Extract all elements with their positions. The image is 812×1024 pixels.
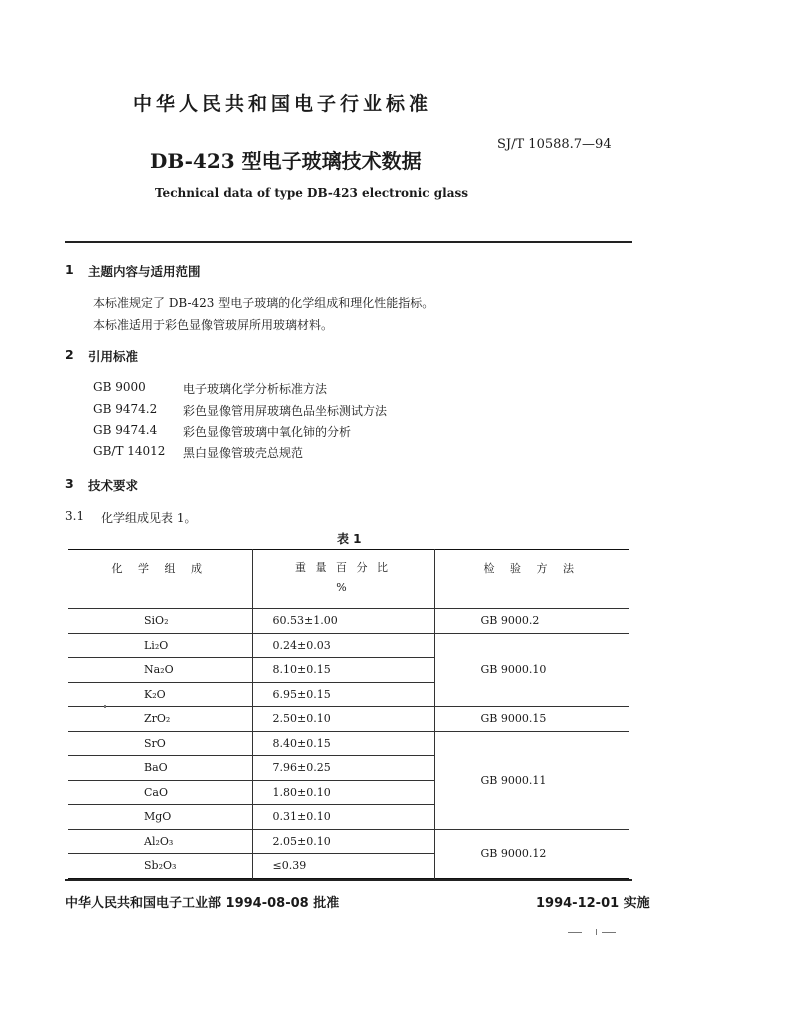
value-cell: 0.31±0.10 xyxy=(252,805,434,830)
header-divider xyxy=(65,241,632,243)
approval-line: 中华人民共和国电子工业部 1994-08-08 批准 xyxy=(65,896,340,911)
section-1-number: 1 xyxy=(65,262,74,277)
section-1-paragraph: 本标准规定了 DB-423 型电子玻璃的化学组成和理化性能指标。 xyxy=(93,296,435,310)
value-cell: 2.50±0.10 xyxy=(252,707,434,732)
reference-code: GB 9000 xyxy=(93,380,146,394)
formula-cell: Na₂O xyxy=(144,663,174,677)
method-cell: GB 9000.11 xyxy=(434,731,629,829)
formula-cell: K₂O xyxy=(144,687,166,701)
document-title: DB-423 型电子玻璃技术数据 xyxy=(150,149,422,173)
implementation-date: 1994-12-01 实施 xyxy=(536,896,650,911)
formula-cell: BaO xyxy=(144,761,168,775)
value-cell: 60.53±1.00 xyxy=(252,609,434,634)
value-cell: 6.95±0.15 xyxy=(252,682,434,707)
english-title: Technical data of type DB-423 electronic glass xyxy=(155,186,469,200)
reference-code: GB 9474.4 xyxy=(93,423,158,437)
value-cell: 8.10±0.15 xyxy=(252,658,434,683)
reference-title: 黑白显像管玻壳总规范 xyxy=(183,446,304,460)
section-3-heading: 技术要求 xyxy=(88,478,139,493)
formula-cell: MgO xyxy=(144,810,172,824)
method-cell: GB 9000.15 xyxy=(434,707,629,732)
composition-table xyxy=(68,549,629,879)
table-row xyxy=(68,609,629,634)
reference-title: 彩色显像管玻璃中氧化铈的分析 xyxy=(183,425,352,439)
scan-speck xyxy=(602,932,616,933)
industry-standard-heading: 中华人民共和国电子行业标准 xyxy=(133,93,433,115)
section-2-number: 2 xyxy=(65,347,74,362)
clause-text: 化学组成见表 1。 xyxy=(101,511,197,525)
standard-code: SJ/T 10588.7—94 xyxy=(497,137,612,152)
reference-title: 电子玻璃化学分析标准方法 xyxy=(183,382,328,396)
table-row xyxy=(68,731,629,756)
scan-speck xyxy=(568,932,582,933)
table-header-row xyxy=(68,550,629,609)
formula-cell: ZrO₂ xyxy=(144,712,171,726)
method-cell: GB 9000.2 xyxy=(434,609,629,634)
table-row xyxy=(68,633,629,658)
clause-number: 3.1 xyxy=(65,509,85,523)
formula-cell: Li₂O xyxy=(144,638,169,652)
value-cell: ≤0.39 xyxy=(252,854,434,879)
formula-cell: SrO xyxy=(144,736,166,750)
table-caption: 表 1 xyxy=(337,532,362,546)
header-method: 检 验 方 法 xyxy=(434,550,629,609)
section-1-heading: 主题内容与适用范围 xyxy=(88,264,201,279)
value-cell: 1.80±0.10 xyxy=(252,780,434,805)
section-2-heading: 引用标准 xyxy=(88,349,139,364)
method-cell: GB 9000.10 xyxy=(434,633,629,707)
scan-speck xyxy=(104,705,106,708)
table-row xyxy=(68,829,629,854)
section-1-paragraph: 本标准适用于彩色显像管玻屏所用玻璃材料。 xyxy=(93,318,334,332)
header-percent-unit: % xyxy=(336,581,350,594)
value-cell: 2.05±0.10 xyxy=(252,829,434,854)
header-composition: 化 学 组 成 xyxy=(111,562,208,575)
reference-title: 彩色显像管用屏玻璃色品坐标测试方法 xyxy=(183,404,388,418)
scan-speck xyxy=(596,929,597,935)
header-percent-label: 重 量 百 分 比 xyxy=(295,561,391,574)
value-cell: 0.24±0.03 xyxy=(252,633,434,658)
formula-cell: SiO₂ xyxy=(144,614,169,628)
formula-cell: Al₂O₃ xyxy=(144,834,174,848)
formula-cell: Sb₂O₃ xyxy=(144,859,177,873)
value-cell: 8.40±0.15 xyxy=(252,731,434,756)
header-percent xyxy=(252,550,434,609)
table-row xyxy=(68,707,629,732)
method-cell: GB 9000.12 xyxy=(434,829,629,878)
reference-code: GB/T 14012 xyxy=(93,444,166,458)
footer-divider xyxy=(65,879,632,881)
formula-cell: CaO xyxy=(144,785,168,799)
value-cell: 7.96±0.25 xyxy=(252,756,434,781)
reference-code: GB 9474.2 xyxy=(93,402,158,416)
section-3-number: 3 xyxy=(65,476,74,491)
